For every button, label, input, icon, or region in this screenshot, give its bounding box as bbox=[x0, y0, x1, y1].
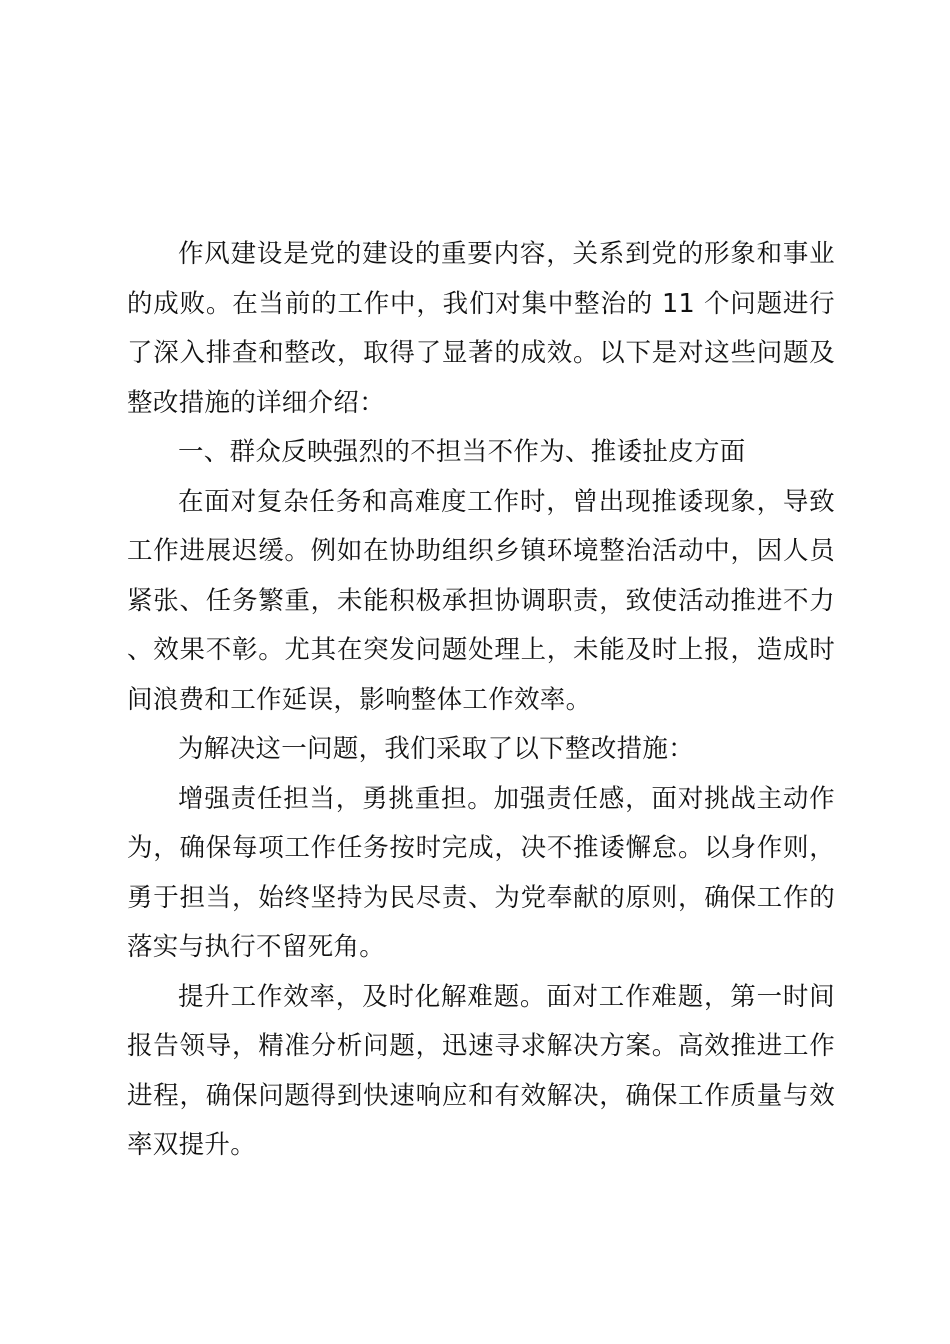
section-heading-1: 一、群众反映强烈的不担当不作为、推诿扯皮方面 bbox=[178, 437, 746, 467]
paragraph-problem: 在面对复杂任务和高难度工作时，曾出现推诿现象，导致工作进展迟缓。例如在协助组织乡镇环境整治活动中，因人员紧张、任务繁重，未能积极承担协调职责，致使活动推进不力、效果不彰。尤其在突发问题处理上，未能及时上报，造成时间浪费和工作延误，影响整体工作效率。 bbox=[127, 486, 835, 715]
paragraph-measures-intro: 为解决这一问题，我们采取了以下整改措施： bbox=[178, 734, 695, 764]
paragraph-intro: 作风建设是党的建设的重要内容，关系到党的形象和事业的成败。在当前的工作中，我们对集中整治的 11 个问题进行了深入排查和整改，取得了显著的成效。以下是对这些问题及整改措施的详细介绍： bbox=[127, 239, 835, 418]
paragraph-measure-2: 提升工作效率，及时化解难题。面对工作难题，第一时间报告领导，精准分析问题，迅速寻求解决方案。高效推进工作进程，确保问题得到快速响应和有效解决，确保工作质量与效率双提升。 bbox=[127, 981, 835, 1160]
paragraph-measure-1: 增强责任担当，勇挑重担。加强责任感，面对挑战主动作为，确保每项工作任务按时完成，决不推诿懈怠。以身作则，勇于担当，始终坚持为民尽责、为党奉献的原则，确保工作的落实与执行不留死角。 bbox=[127, 783, 835, 962]
document-body bbox=[127, 230, 835, 1171]
